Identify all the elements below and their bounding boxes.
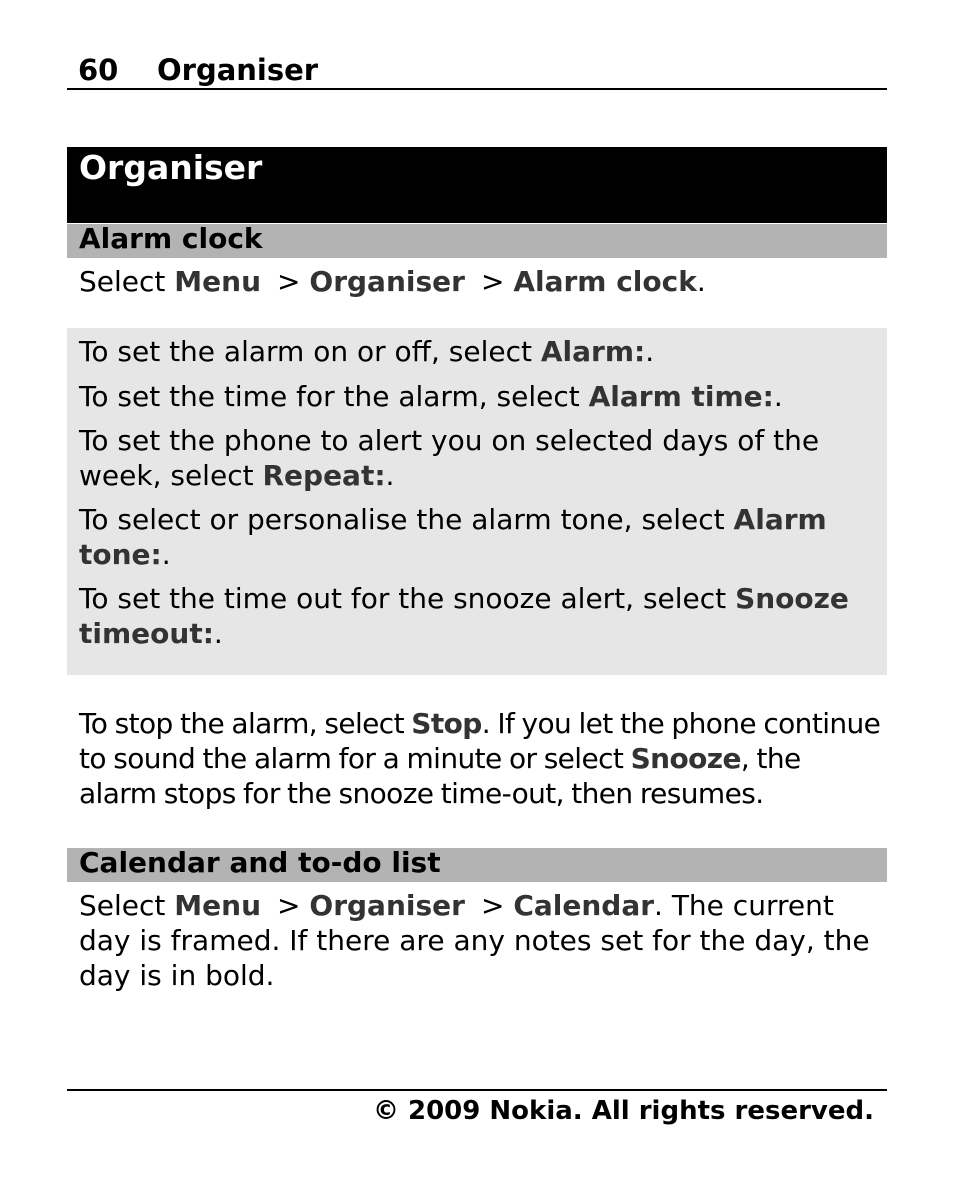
tip-alarm-time xyxy=(79,379,879,414)
chapter-title: Organiser xyxy=(79,148,263,187)
path-end: . xyxy=(696,265,706,298)
tip-end: . xyxy=(385,459,395,492)
tip-end: . xyxy=(161,538,171,571)
tip-end: . xyxy=(213,617,223,650)
menu-path-calendar: Calendar xyxy=(513,889,655,922)
tip-text: To select or personalise the alarm tone, select xyxy=(79,503,734,536)
tip-end: . xyxy=(773,380,783,413)
body-text: To stop the alarm, select xyxy=(79,707,412,740)
menu-path-menu: Menu xyxy=(174,889,262,922)
path-separator: > xyxy=(277,265,301,298)
header-rule xyxy=(67,88,887,90)
path-separator: > xyxy=(277,889,301,922)
page-number: 60 xyxy=(78,53,119,87)
tip-option: Alarm time: xyxy=(588,380,774,413)
alarm-clock-menu-path xyxy=(79,264,879,299)
copyright-notice: © 2009 Nokia. All rights reserved. xyxy=(372,1096,874,1126)
tip-alarm-tone xyxy=(79,502,879,572)
tip-alarm-on-off xyxy=(79,334,879,369)
path-intro: Select xyxy=(79,889,175,922)
tip-end: . xyxy=(645,335,655,368)
calendar-paragraph xyxy=(79,888,879,993)
path-separator: > xyxy=(480,889,505,922)
tip-text: To set the alarm on or off, select xyxy=(79,335,541,368)
stop-option: Stop xyxy=(411,707,482,740)
body-text: . If you let the phone continue to sound the alarm for a minute or select xyxy=(79,707,881,775)
footer-rule xyxy=(67,1089,887,1091)
tip-option: Alarm: xyxy=(540,335,646,368)
tip-text: To set the time for the alarm, select xyxy=(79,380,589,413)
section-heading-calendar: Calendar and to-do list xyxy=(79,846,441,879)
stop-alarm-paragraph xyxy=(79,706,884,811)
tip-option: Repeat: xyxy=(262,459,386,492)
path-intro: Select xyxy=(79,265,175,298)
snooze-option: Snooze xyxy=(630,742,741,775)
menu-path-menu: Menu xyxy=(174,265,262,298)
section-heading-alarm-clock: Alarm clock xyxy=(79,222,263,255)
body-text: . The current day is framed. If there are any notes set for the day, the day is in bold. xyxy=(79,889,870,992)
tip-option: Snooze timeout: xyxy=(79,582,849,650)
tip-snooze-timeout xyxy=(79,581,879,651)
path-separator: > xyxy=(480,265,505,298)
body-text: , the alarm stops for the snooze time-out, then resumes. xyxy=(79,742,801,810)
tip-text: To set the phone to alert you on selected days of the week, select xyxy=(79,424,820,492)
menu-path-alarm-clock: Alarm clock xyxy=(513,265,697,298)
running-header-section: Organiser xyxy=(157,53,319,87)
menu-path-organiser: Organiser xyxy=(309,889,465,922)
tip-repeat xyxy=(79,423,879,493)
tip-text: To set the time out for the snooze alert, select xyxy=(79,582,736,615)
menu-path-organiser: Organiser xyxy=(309,265,465,298)
tip-option: Alarm tone: xyxy=(79,503,827,571)
